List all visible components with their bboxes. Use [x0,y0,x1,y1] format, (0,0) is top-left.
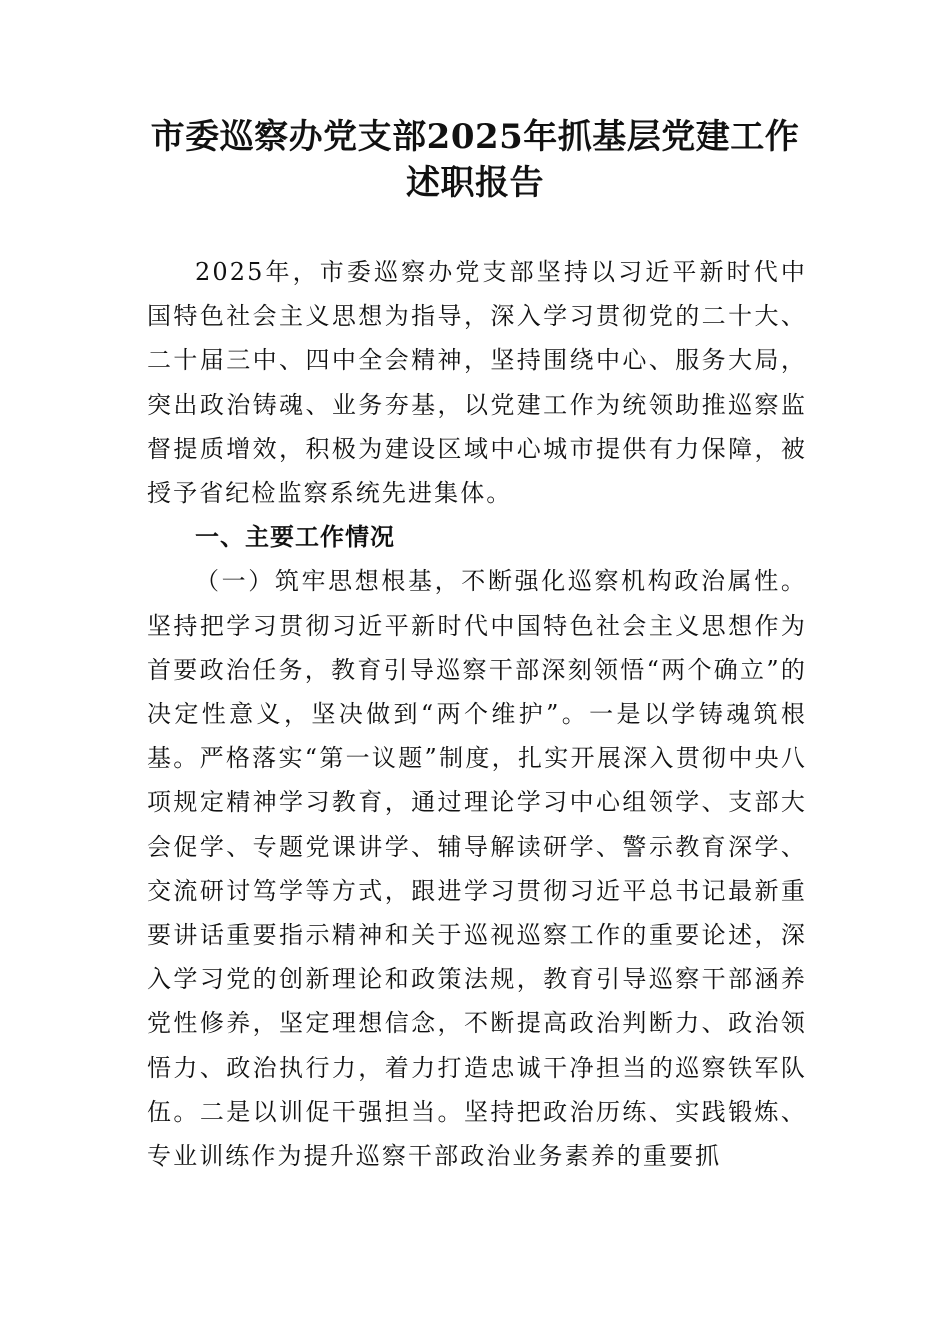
document-title-line-2: 述职报告 [406,163,544,203]
intro-paragraph: 2025年，市委巡察办党支部坚持以习近平新时代中国特色社会主义思想为指导，深入学习贯彻党的二十大、二十届三中、四中全会精神，坚持围绕中心、服务大局，突出政治铸魂、业务夯基，以党建工作为统领助推巡察监督提质增效，积极为建设区域中心城市提供有力保障，被授予省纪检监察系统先进集体。 [147,258,807,508]
document-title-line-1: 市委巡察办党支部2025年抓基层党建工作 [150,117,800,157]
section-paragraph: （一）筑牢思想根基，不断强化巡察机构政治属性。坚持把学习贯彻习近平新时代中国特色社会主义思想作为首要政治任务，教育引导巡察干部深刻领悟“两个确立”的决定性意义，坚决做到“两个维护”。一是以学铸魂筑根基。严格落实“第一议题”制度，扎实开展深入贯彻中央八项规定精神学习教育，通过理论学习中心组领学、支部大会促学、专题党课讲学、辅导解读研学、警示教育深学、交流研讨笃学等方式，跟进学习贯彻习近平总书记最新重要讲话重要指示精神和关于巡视巡察工作的重要论述，深入学习党的创新理论和政策法规，教育引导巡察干部涵养党性修养，坚定理想信念，不断提高政治判断力、政治领悟力、政治执行力，着力打造忠诚干净担当的巡察铁军队伍。二是以训促干强担当。坚持把政治历练、实践锻炼、专业训练作为提升巡察干部政治业务素养的重要抓 [147,567,807,1171]
section-heading: 一、主要工作情况 [195,523,395,552]
document-body [147,250,807,1178]
